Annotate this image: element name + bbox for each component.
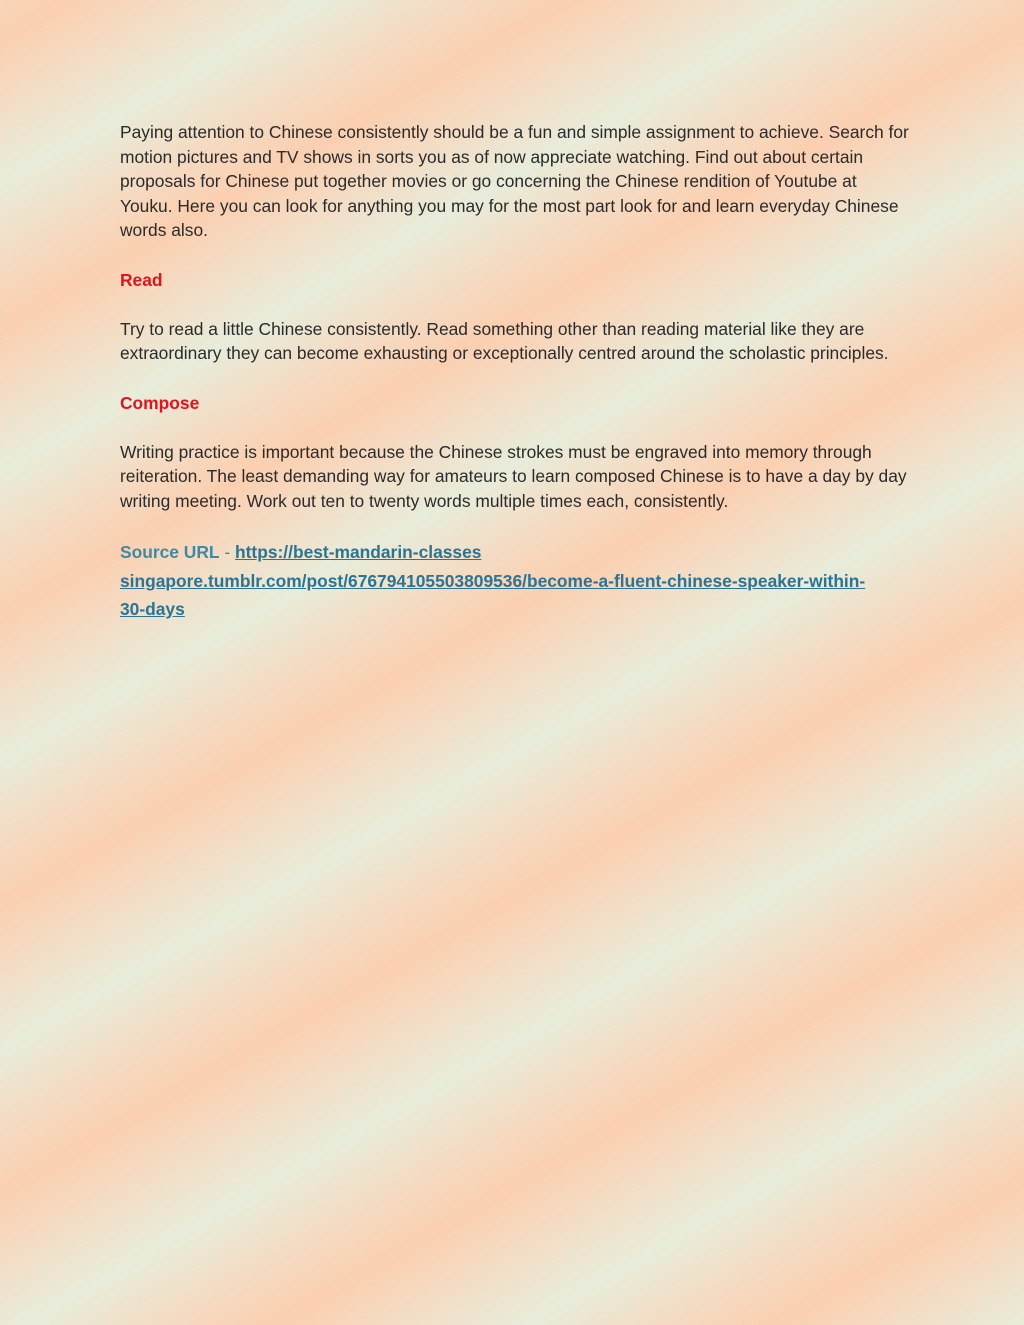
source-label: Source URL [120,542,220,563]
compose-heading: Compose [120,392,200,413]
intro-paragraph: Paying attention to Chinese consistently should be a fun and simple assignment to achieve. Search for motion pictures and TV shows in sorts you as of now appreciate watching. Find out about certain proposals for Chinese put together movies or go concerning the Chinese rendition of Youtube at Youku. Here you can look for anything you may for the most part look for and learn everyday Chinese words also. [120,122,909,241]
source-link-part-2[interactable]: singapore.tumblr.com/post/676794105503809536/become-a-fluent-chinese-speaker-within- [120,570,866,591]
document-page [120,120,910,624]
source-url [120,538,910,624]
compose-paragraph: Writing practice is important because the Chinese strokes must be engraved into memory through reiteration. The least demanding way for amateurs to learn composed Chinese is to have a day by day writing meeting. Work out ten to twenty words multiple times each, consistently. [120,441,907,511]
source-line-3 [120,595,910,624]
source-line-2 [120,567,910,596]
source-line-1 [120,538,910,567]
source-separator: - [219,542,235,563]
source-link-part-1[interactable]: https://best-mandarin-classes [235,542,482,563]
read-heading: Read [120,269,163,290]
source-link-part-3[interactable]: 30-days [120,599,185,620]
read-paragraph: Try to read a little Chinese consistently. Read something other than reading material like they are extraordinary they can become exhausting or exceptionally centred around the scholastic principles. [120,318,889,364]
